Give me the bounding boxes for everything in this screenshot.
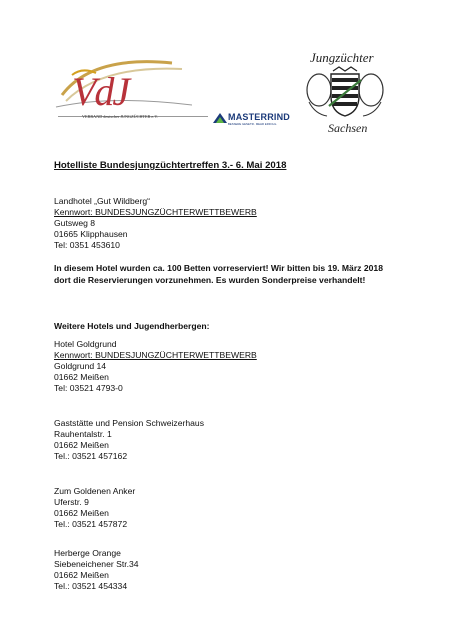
masterrind-icon	[212, 111, 228, 125]
main-hotel-street: Gutsweg 8	[54, 218, 96, 228]
reservation-notice: In diesem Hotel wurden ca. 100 Betten vorreserviert! Wir bitten bis 19. März 2018 dort die Reservierungen vorzunehmen. Es wurden Sonderpreise verhandelt!	[54, 263, 383, 285]
jungzuechter-sachsen-top-text: Jungzüchter	[310, 50, 374, 65]
main-hotel-name: Landhotel „Gut Wildberg“	[54, 196, 151, 206]
vdj-subtitle: VERBAND deutscher JUNGZÜCHTER e.V.	[82, 114, 158, 119]
main-hotel-kennwort: Kennwort: BUNDESJUNGZÜCHTERWETTBEWERB	[54, 207, 257, 217]
hotel-phone: Tel.: 03521 457162	[54, 451, 128, 461]
hotel-city: 01662 Meißen	[54, 372, 109, 382]
hotel-kennwort: Kennwort: BUNDESJUNGZÜCHTERWETTBEWERB	[54, 350, 257, 360]
further-hotels-heading: Weitere Hotels und Jugendherbergen:	[54, 321, 210, 331]
hotel-name: Gaststätte und Pension Schweizerhaus	[54, 418, 205, 428]
hotel-city: 01662 Meißen	[54, 570, 109, 580]
hotel-name: Hotel Goldgrund	[54, 339, 117, 349]
main-hotel-phone: Tel: 0351 453610	[54, 240, 120, 250]
hotel-name: Herberge Orange	[54, 548, 121, 558]
hotel-city: 01662 Meißen	[54, 440, 109, 450]
masterrind-name: MASTERRIND	[228, 112, 290, 122]
hotel-phone: Tel.: 03521 457872	[54, 519, 128, 529]
saxony-coat-of-arms-icon	[305, 66, 385, 122]
jungzuechter-sachsen-bottom-text: Sachsen	[328, 121, 368, 135]
hotel-street: Siebeneichener Str.34	[54, 559, 139, 569]
hotel-name: Zum Goldenen Anker	[54, 486, 136, 496]
hotel-phone: Tel: 03521 4793-0	[54, 383, 123, 393]
hotel-city: 01662 Meißen	[54, 508, 109, 518]
hotel-street: Rauhentalstr. 1	[54, 429, 112, 439]
page-title: Hotelliste Bundesjungzüchtertreffen 3.- 6. Mai 2018	[54, 160, 287, 171]
hotel-street: Goldgrund 14	[54, 361, 107, 371]
masterrind-tagline: BESSERE GENETIK. MEHR ERFOLG.	[228, 122, 278, 126]
hotel-street: Uferstr. 9	[54, 497, 89, 507]
main-hotel-city: 01665 Klipphausen	[54, 229, 128, 239]
hotel-phone: Tel.: 03521 454334	[54, 581, 128, 591]
vdj-letters: VdJ	[72, 69, 129, 114]
